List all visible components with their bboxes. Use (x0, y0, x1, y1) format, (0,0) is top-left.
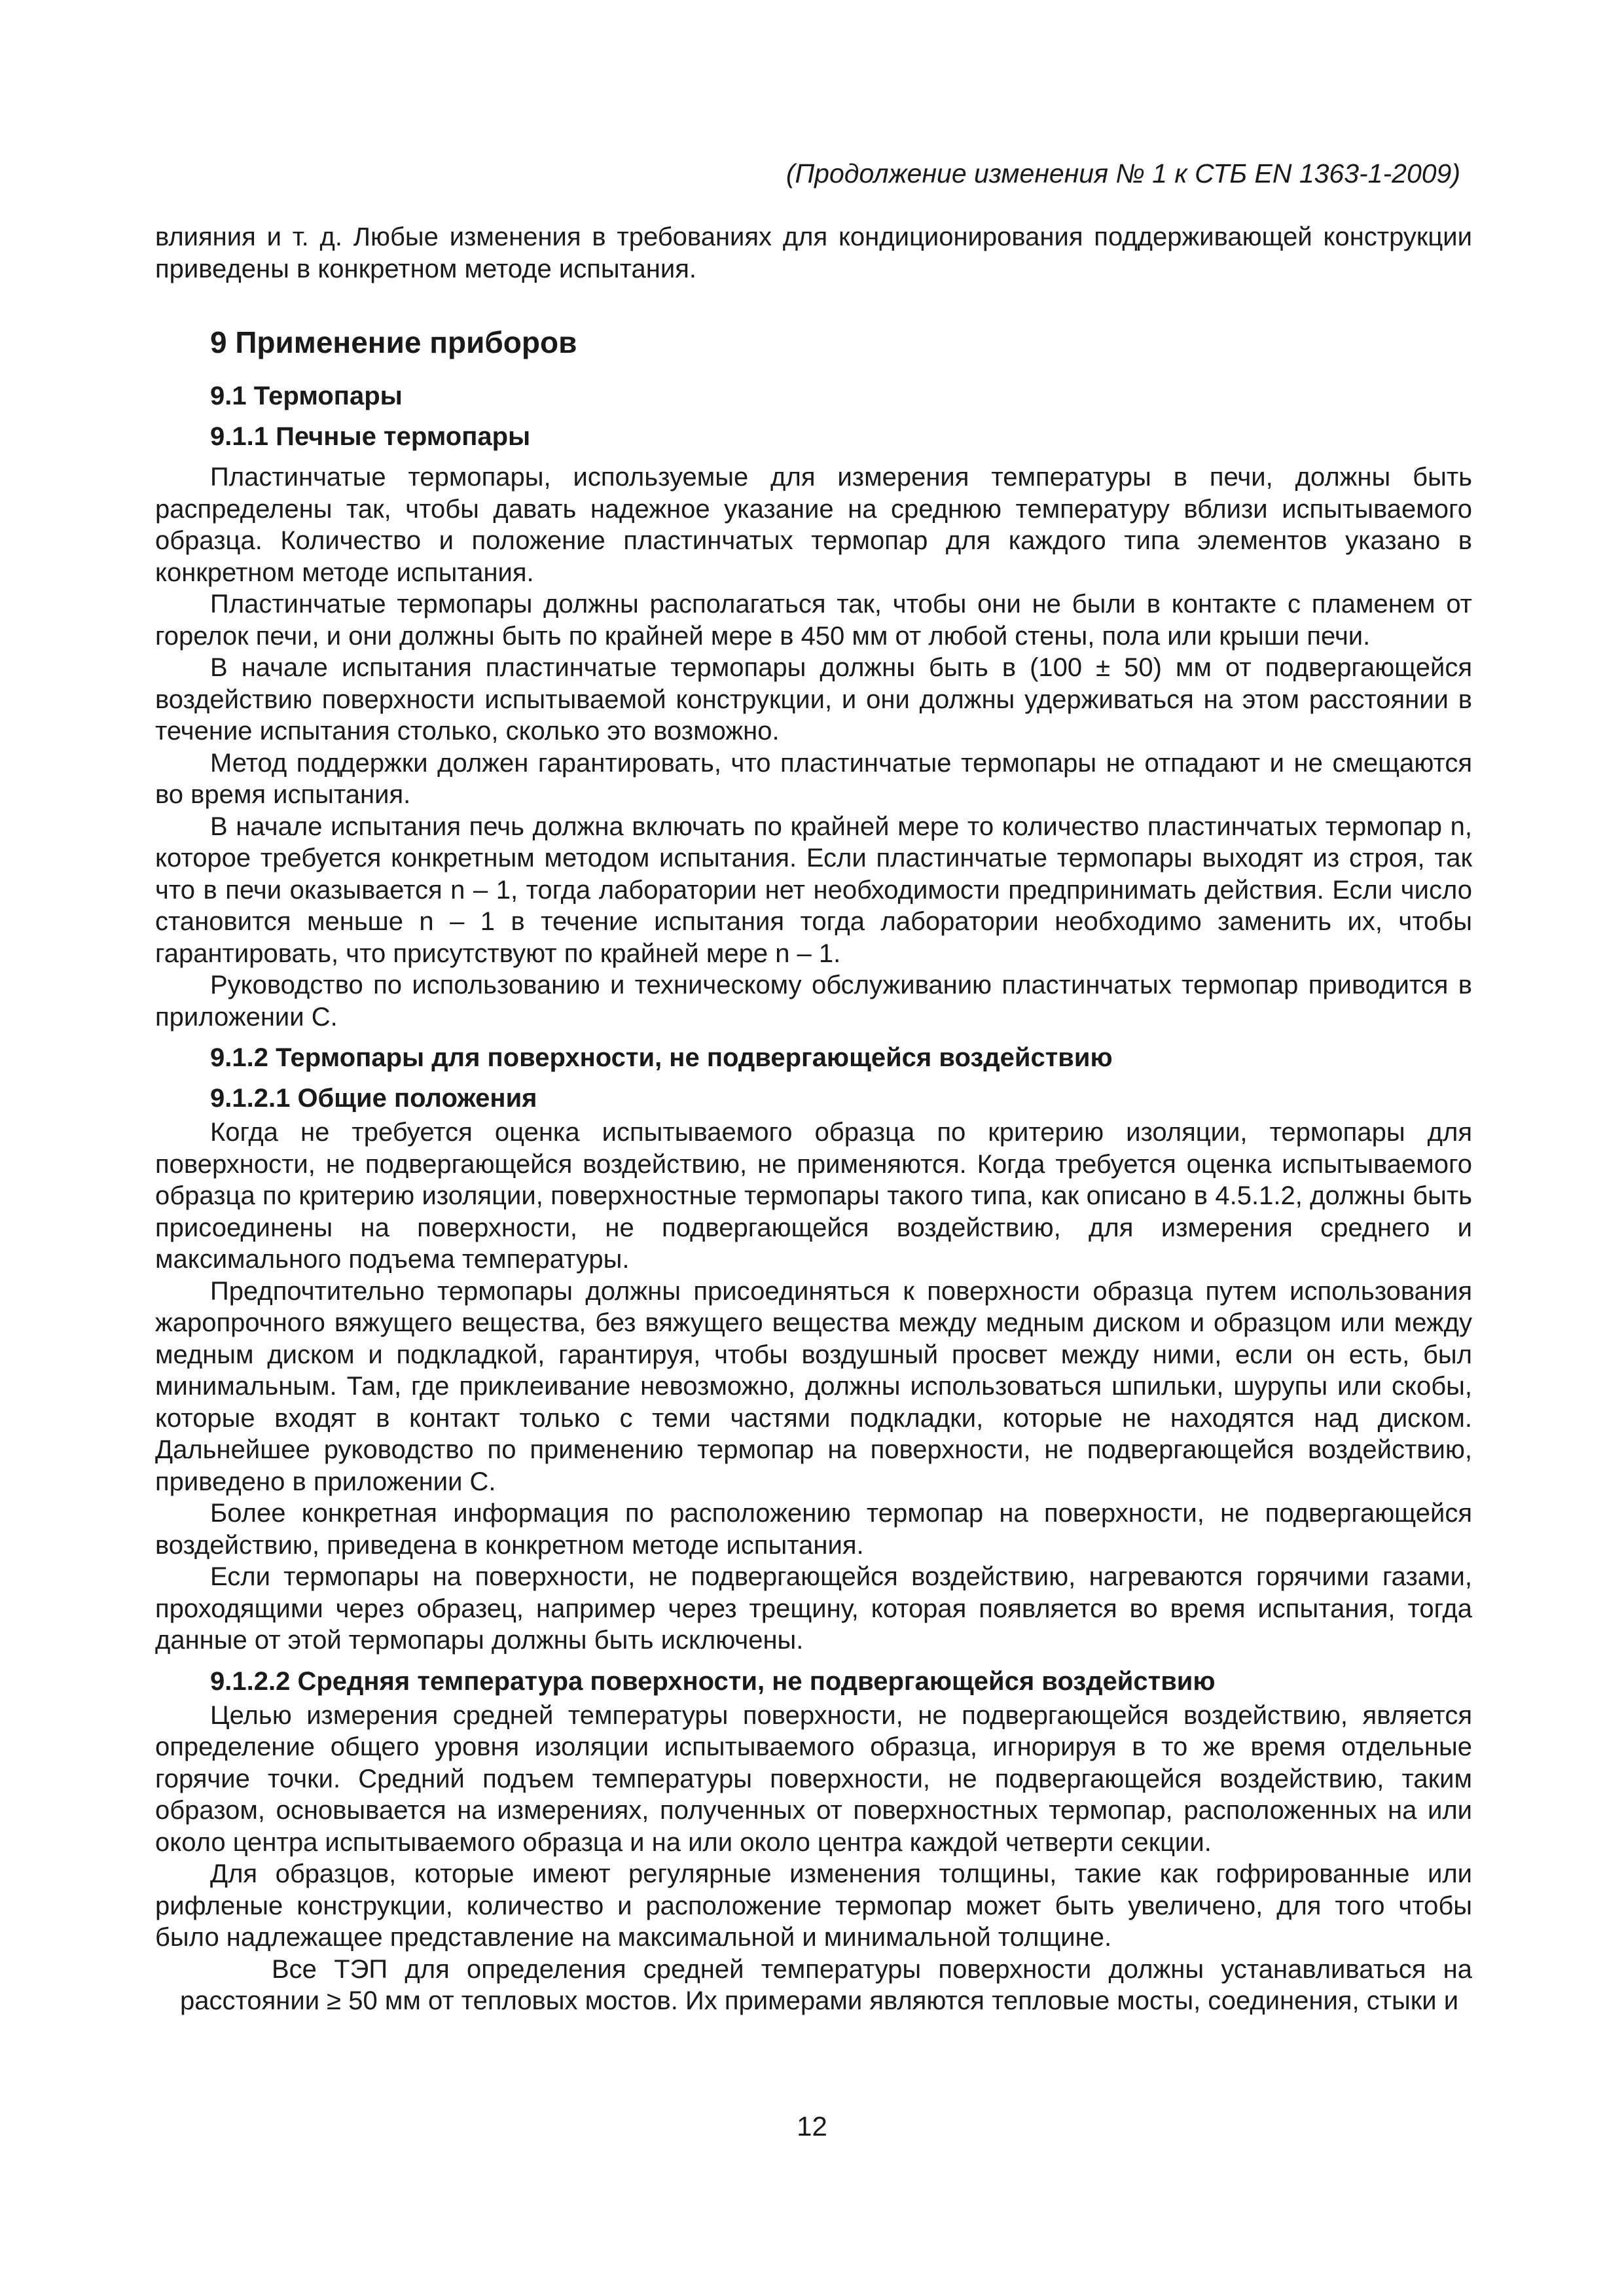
paragraph: Метод поддержки должен гарантировать, что пластинчатые термопары не отпадают и не смещаются во время испытания. (155, 748, 1472, 809)
subsection-heading: 9.1.1 Печные термопары (210, 422, 531, 451)
paragraph: Более конкретная информация по расположению термопар на поверхности, не подвергающейся воздействию, приведена в конкретном методе испытания. (155, 1499, 1472, 1560)
page-number: 12 (797, 2111, 827, 2142)
subsection-heading: 9.1.2.1 Общие положения (210, 1084, 537, 1113)
paragraph: Для образцов, которые имеют регулярные изменения толщины, такие как гофрированные или рифленые конструкции, количество и расположение термопар может быть увеличено, для того чтобы было надлежащее представление на максимальной и минимальной толщине. (155, 1859, 1472, 1952)
running-header: (Продолжение изменения № 1 к СТБ EN 1363-1-2009) (785, 158, 1460, 188)
paragraph: Пластинчатые термопары должны располагаться так, чтобы они не были в контакте с пламенем от горелок печи, и они должны быть по крайней мере в 450 мм от любой стены, пола или крыши печи. (155, 590, 1472, 651)
subsection-heading: 9.1.2.2 Средняя температура поверхности, не подвергающейся воздействию (210, 1666, 1216, 1696)
paragraph: Когда не требуется оценка испытываемого образца по критерию изоляции, термопары для поверхности, не подвергающейся воздействию, не применяются. Когда требуется оценка испытываемого образца по критерию изоляции, поверхностные термопары такого типа, как описано в 4.5.1.2, должны быть присоединены на поверхности, не подвергающейся воздействию, для измерения среднего и максимального подъема температуры. (155, 1118, 1472, 1274)
paragraph: влияния и т. д. Любые изменения в требованиях для кондиционирования поддерживающей конструкции приведены в конкретном методе испытания. (155, 223, 1472, 283)
page-content (155, 221, 1472, 2017)
paragraph: Предпочтительно термопары должны присоединяться к поверхности образца путем использования жаропрочного вяжущего вещества, без вяжущего вещества между медным диском и образцом или между медным диском и подкладкой, гарантируя, чтобы воздушный просвет между ними, если он есть, был минимальным. Там, где приклеивание невозможно, должны использоваться шпильки, шурупы или скобы, которые входят в контакт только с теми частями подкладки, которые не находятся над диском. Дальнейшее руководство по применению термопар на поверхности, не подвергающейся воздействию, приведено в приложении С. (155, 1276, 1472, 1496)
paragraph: Если термопары на поверхности, не подвергающейся воздействию, нагреваются горячими газами, проходящими через образец, например через трещину, которая появляется во время испытания, тогда данные от этой термопары должны быть исключены. (155, 1562, 1472, 1655)
paragraph: Все ТЭП для определения средней температуры поверхности должны устанавливаться на расстоянии ≥ 50 мм от тепловых мостов. Их примерами являются тепловые мосты, соединения, стыки и (180, 1954, 1472, 2015)
section-heading: 9 Применение приборов (210, 325, 577, 359)
subsection-heading: 9.1 Термопары (210, 382, 403, 410)
paragraph: Пластинчатые термопары, используемые для измерения температуры в печи, должны быть распределены так, чтобы давать надежное указание на среднюю температуру вблизи испытываемого образца. Количество и положение пластинчатых термопар для каждого типа элементов указано в конкретном методе испытания. (155, 463, 1472, 587)
paragraph: В начале испытания печь должна включать по крайней мере то количество пластинчатых термопар n, которое требуется конкретным методом испытания. Если пластинчатые термопары выходят из строя, так что в печи оказывается n – 1, тогда лаборатории нет необходимости предпринимать действия. Если число становится меньше n – 1 в течение испытания тогда лаборатории необходимо заменить их, чтобы гарантировать, что присутствуют по крайней мере n – 1. (155, 812, 1472, 968)
paragraph: Руководство по использованию и техническому обслуживанию пластинчатых термопар приводится в приложении С. (155, 971, 1472, 1031)
subsection-heading: 9.1.2 Термопары для поверхности, не подвергающейся воздействию (210, 1043, 1113, 1072)
paragraph: Целью измерения средней температуры поверхности, не подвергающейся воздействию, является определение общего уровня изоляции испытываемого образца, игнорируя в то же время отдельные горячие точки. Средний подъем температуры поверхности, не подвергающейся воздействию, таким образом, основывается на измерениях, полученных от поверхностных термопар, расположенных на или около центра испытываемого образца и на или около центра каждой четверти секции. (155, 1700, 1472, 1857)
paragraph: В начале испытания пластинчатые термопары должны быть в (100 ± 50) мм от подвергающейся воздействию поверхности испытываемой конструкции, и они должны удерживаться на этом расстоянии в течение испытания столько, сколько это возможно. (155, 653, 1472, 745)
